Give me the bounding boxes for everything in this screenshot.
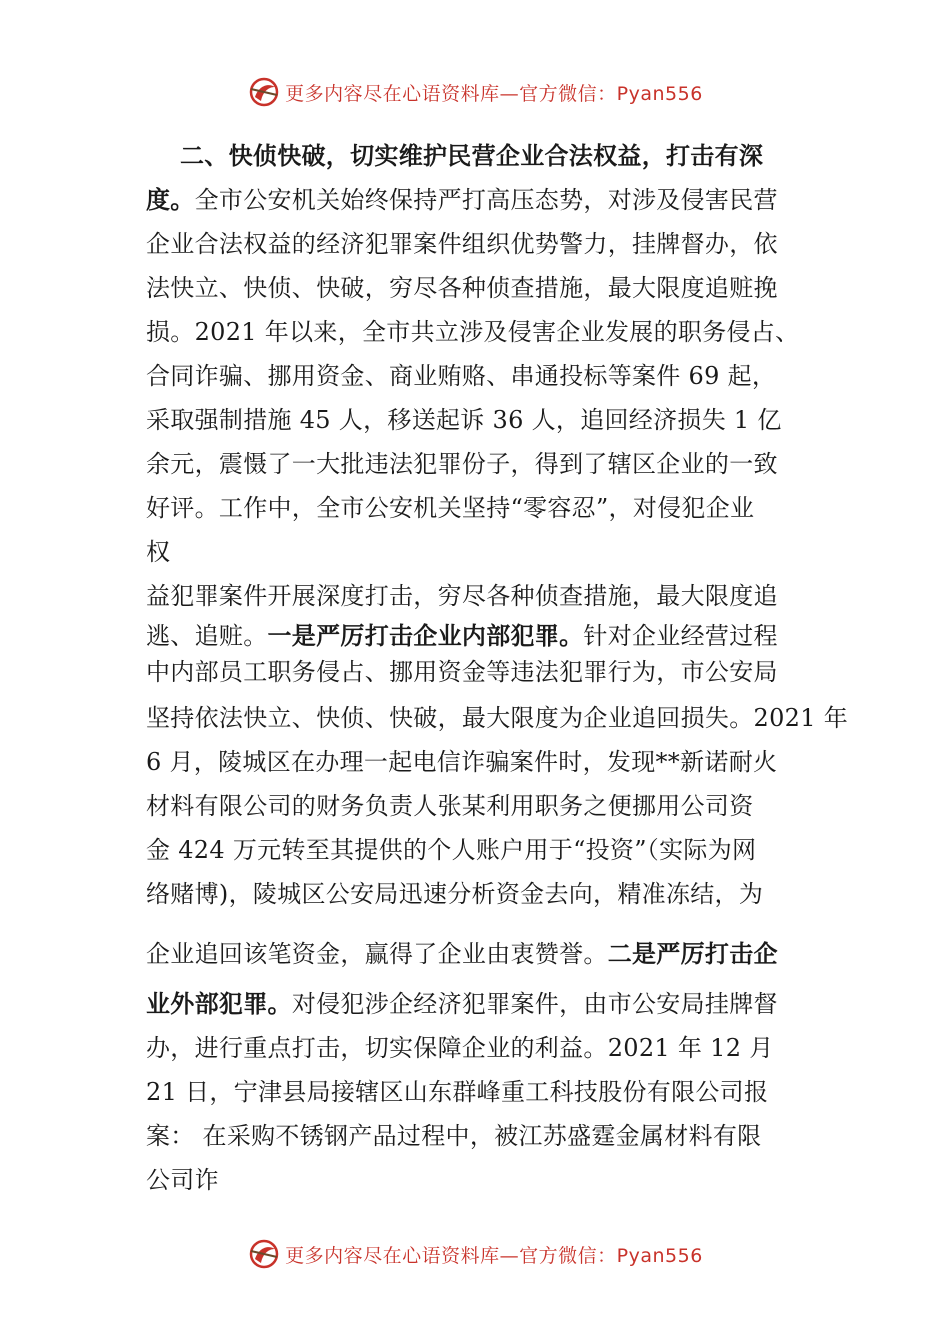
paragraph-line: 企业合法权益的经济犯罪案件组织优势警力，挂牌督办，依: [146, 230, 778, 258]
paragraph-line: 坚持依法快立、快侦、快破，最大限度为企业追回损失。2021 年: [146, 704, 849, 732]
paragraph-line: 21 日，宁津县局接辖区山东群峰重工科技股份有限公司报: [146, 1078, 769, 1106]
paragraph-line: 络赌博)，陵城区公安局迅速分析资金去向，精准冻结，为: [146, 880, 764, 908]
footer-text: 更多内容尽在心语资料库—官方微信：Pyan556: [285, 1244, 703, 1267]
paragraph-line: 逃、追赃。一是严厉打击企业内部犯罪。针对企业经营过程: [146, 622, 778, 650]
paragraph-line: 公司诈: [146, 1166, 219, 1194]
header-text: 更多内容尽在心语资料库—官方微信：Pyan556: [285, 82, 703, 105]
paragraph-line: 中内部员工职务侵占、挪用资金等违法犯罪行为，市公安局: [146, 658, 778, 686]
paragraph-line: 权: [146, 538, 171, 566]
paragraph-line: 度。全市公安机关始终保持严打高压态势，对涉及侵害民营: [146, 186, 778, 214]
brand-logo-icon: [247, 1237, 281, 1271]
paragraph-line: 合同诈骗、挪用资金、商业贿赂、串通投标等案件 69 起，: [146, 362, 777, 390]
paragraph-line: 余元，震慑了一大批违法犯罪份子，得到了辖区企业的一致: [146, 450, 778, 478]
paragraph-line: 益犯罪案件开展深度打击，穷尽各种侦查措施，最大限度追: [146, 582, 778, 610]
header-banner: [0, 74, 950, 110]
footer-banner: [0, 1236, 950, 1272]
paragraph-line: 业外部犯罪。对侵犯涉企经济犯罪案件，由市公安局挂牌督: [146, 990, 778, 1018]
section-heading: 二、快侦快破，切实维护民营企业合法权益，打击有深: [180, 142, 764, 170]
paragraph-line: 6 月，陵城区在办理一起电信诈骗案件时，发现**新诺耐火: [146, 748, 778, 776]
paragraph-line: 法快立、快侦、快破，穷尽各种侦查措施，最大限度追赃挽: [146, 274, 778, 302]
paragraph-line: 案： 在采购不锈钢产品过程中，被江苏盛霆金属材料有限: [146, 1122, 762, 1150]
paragraph-line: 损。2021 年以来，全市共立涉及侵害企业发展的职务侵占、: [146, 318, 800, 346]
paragraph-line: 企业追回该笔资金，赢得了企业由衷赞誉。二是严厉打击企: [146, 940, 778, 968]
paragraph-line: 采取强制措施 45 人，移送起诉 36 人，追回经济损失 1 亿: [146, 406, 782, 434]
paragraph-line: 好评。工作中，全市公安机关坚持“零容忍”，对侵犯企业: [146, 494, 755, 522]
brand-logo-icon: [247, 75, 281, 109]
paragraph-line: 办，进行重点打击，切实保障企业的利益。2021 年 12 月: [146, 1034, 774, 1062]
paragraph-line: 材料有限公司的财务负责人张某利用职务之便挪用公司资: [146, 792, 754, 820]
paragraph-line: 金 424 万元转至其提供的个人账户用于“投资”（实际为网: [146, 836, 757, 864]
document-body: [146, 134, 849, 1202]
